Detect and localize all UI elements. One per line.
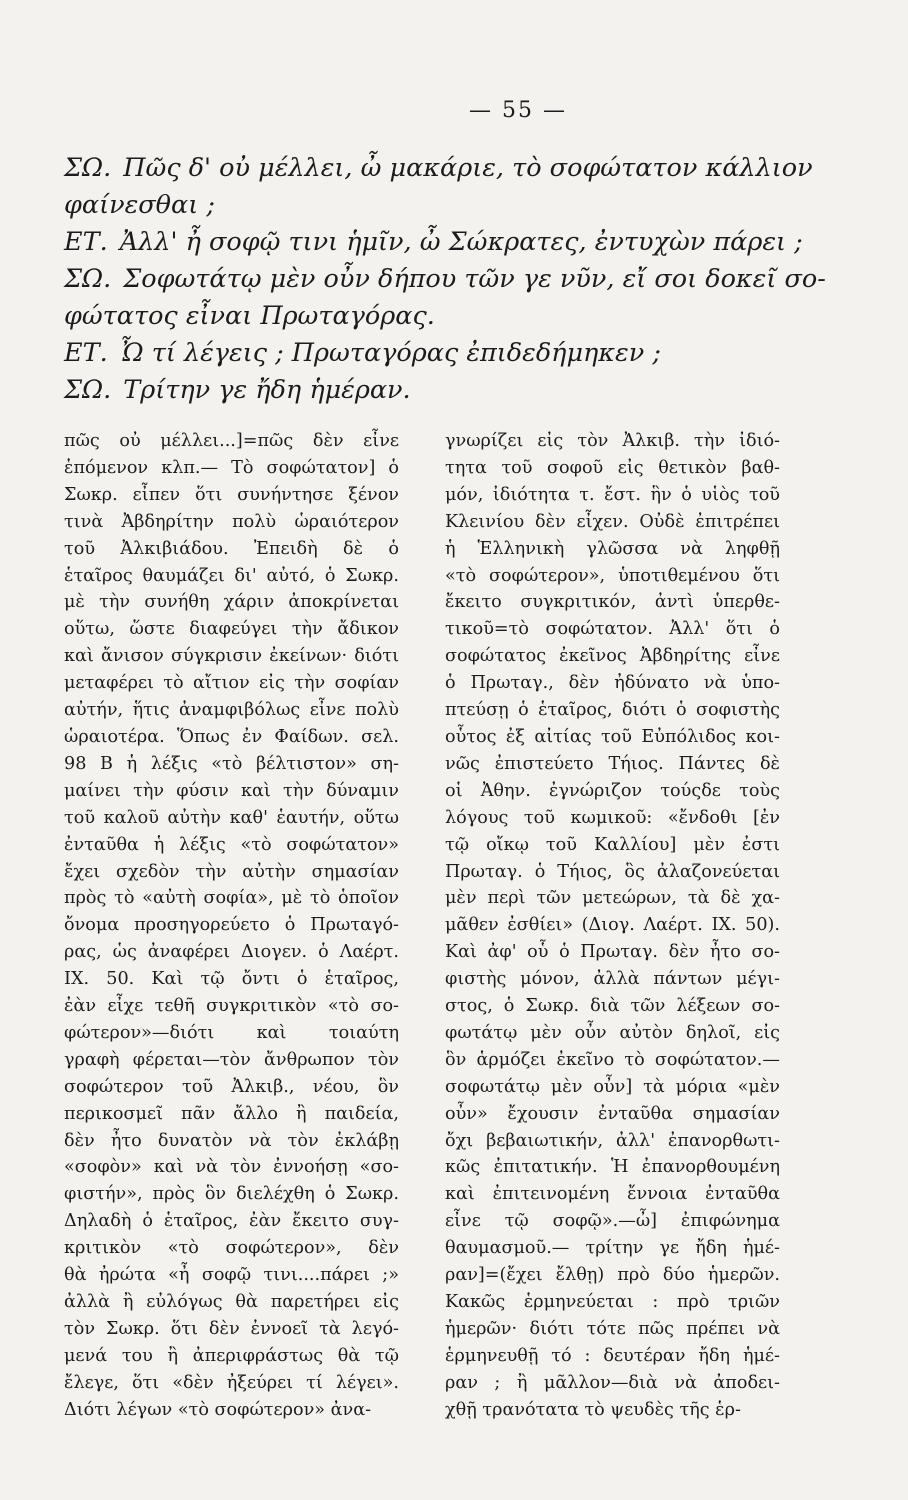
footnote-line: αὐτήν, ἥτις ἀναμφιβόλως εἶνε πολὺ [64,700,399,721]
footnote-line: Δηλαδὴ ὁ ἑταῖρος, ἐὰν ἔκειτο συγ- [64,1211,399,1232]
footnote-line: καὶ ἄνισον σύγκρισιν ἐκείνων· διότι [64,646,399,667]
footnote-line: μὲν περὶ τῶν μετεώρων, τὰ δὲ χα- [445,888,780,909]
footnote-line: ἑταῖρος θαυμάζει δι' αὐτό, ὁ Σωκρ. [64,565,399,586]
footnotes [64,428,780,1424]
footnote-line: 98 Β ἡ λέξις «τὸ βέλτιστον» ση- [64,753,399,774]
footnote-line: τινὰ Ἀβδηρίτην πολὺ ὡραιότερον [64,511,399,532]
footnote-line: νῶς ἐπιστεύετο Τήιος. Πάντες δὲ [445,753,780,774]
footnote-line: καὶ ἐπιτεινομένη ἔννοια ἐνταῦθα [445,1184,780,1205]
footnote-line: ὄχι βεβαιωτικήν, ἀλλ' ἐπανορθωτι- [445,1130,780,1151]
dialogue-text-line: Σοφωτάτῳ μὲν οὖν δήπου τῶν γε νῦν, εἴ σοι δοκεῖ σο- [123,264,826,294]
dialogue-text-line: φαίνεσθαι ; [64,190,215,220]
dialogue-line [64,150,813,187]
footnote-line: φιστὴς μόνον, ἀλλὰ πάντων μέγι- [445,969,780,990]
footnote-line: ραν]=(ἔχει ἔλθῃ) πρὸ δύο ἡμερῶν. [445,1265,780,1286]
dialogue-text-line: Πῶς δ' οὐ μέλλει, ὦ μακάριε, τὸ σοφώτατον κάλλιον [123,153,813,183]
footnote-line: θὰ ἠρώτα «ἦ σοφῷ τινι....πάρει ;» [64,1265,399,1286]
footnote-line: κριτικὸν «τὸ σοφώτερον», δὲν [64,1238,399,1259]
footnote-line: σοφώτατος ἐκεῖνος Ἀβδηρίτης εἶνε [445,646,780,667]
footnote-line: ραν ; ἢ μᾶλλον—διὰ νὰ ἀποδει- [445,1372,780,1393]
footnote-line: πρὸς τὸ «αὐτὴ σοφία», μὲ τὸ ὁποῖον [64,888,399,909]
footnote-line: σοφωτάτῳ μὲν οὖν] τὰ μόρια «μὲν [445,1076,780,1097]
speaker-label: ΣΩ. [64,264,112,294]
footnote-line: θαυμασμοῦ.— τρίτην γε ἤδη ἡμέ- [445,1238,780,1259]
footnote-line: μενά του ἢ ἀπεριφράστως θὰ τῷ [64,1345,399,1366]
footnote-line: Πρωταγ. ὁ Τήιος, ὃς ἀλαζονεύεται [445,861,780,882]
footnote-line: Καὶ ἀφ' οὗ ὁ Πρωταγ. δὲν ἦτο σο- [445,942,780,963]
footnote-line: μᾶθεν ἐσθίει» (Διογ. Λαέρτ. IX. 50). [445,915,780,936]
footnote-line: τοῦ καλοῦ αὐτὴν καθ' ἑαυτήν, οὕτω [64,807,399,828]
speaker-label: ΕΤ. [64,338,108,368]
footnote-line: ἔχει σχεδὸν τὴν αὐτὴν σημασίαν [64,861,399,882]
footnote-line: κῶς ἐπιτατικήν. Ἡ ἐπανορθουμένη [445,1157,780,1178]
footnote-line: οἱ Ἀθην. ἐγνώριζον τούςδε τοὺς [445,780,780,801]
dialogue-text [64,150,826,409]
footnote-line: ἐὰν εἶχε τεθῆ συγκριτικὸν «τὸ σο- [64,996,399,1017]
footnote-line: ὃν ἁρμόζει ἐκεῖνο τὸ σοφώτατον.— [445,1049,780,1070]
dialogue-text-line: Τρίτην γε ἤδη ἡμέραν. [123,375,411,405]
footnote-line: στος, ὁ Σωκρ. διὰ τῶν λέξεων σο- [445,996,780,1017]
dialogue-line [64,224,803,261]
footnote-line: «τὸ σοφώτερον», ὑποτιθεμένου ὅτι [445,565,780,586]
footnote-line: ἔκειτο συγκριτικόν, ἀντὶ ὑπερθε- [445,592,780,613]
footnote-line: οὗτος ἐξ αἰτίας τοῦ Εὐπόλιδος κοι- [445,726,780,747]
footnote-line: ἑπόμενον κλπ.— Τὸ σοφώτατον] ὁ [64,457,399,478]
page-number: — 55 — [469,98,567,123]
dialogue-text-line: Ἀλλ' ἦ σοφῷ τινι ἡμῖν, ὦ Σώκρατες, ἐντυχὼν πάρει ; [119,227,803,257]
footnote-line: φιστήν», πρὸς ὃν διελέχθη ὁ Σωκρ. [64,1184,399,1205]
speaker-label: ΕΤ. [64,227,108,257]
footnote-line: IX. 50. Καὶ τῷ ὄντι ὁ ἑταῖρος, [64,969,399,990]
footnote-line: τοῦ Ἀλκιβιάδου. Ἐπειδὴ δὲ ὁ [64,538,399,559]
footnote-line: οὕτω, ὥστε διαφεύγει τὴν ἄδικον [64,619,399,640]
footnote-column-left [64,428,399,1424]
footnote-line: μεταφέρει τὸ αἴτιον εἰς τὴν σοφίαν [64,673,399,694]
footnote-line: δὲν ἦτο δυνατὸν νὰ τὸν ἐκλάβῃ [64,1130,399,1151]
footnote-line: μὲ τὴν συνήθη χάριν ἀποκρίνεται [64,592,399,613]
footnote-line: γνωρίζει εἰς τὸν Ἀλκιβ. τὴν ἰδιό- [445,431,780,451]
dialogue-line [64,372,780,409]
footnote-line: ἐνταῦθα ἡ λέξις «τὸ σοφώτατον» [64,834,399,855]
footnote-line: χθῇ τρανότατα τὸ ψευδὲς τῆς ἑρ- [445,1399,741,1420]
dialogue-line [64,335,780,372]
footnote-line: ὡραιοτέρα. Ὅπως ἐν Φαίδων. σελ. [64,726,399,747]
footnote-line: γραφὴ φέρεται—τὸν ἄνθρωπον τὸν [64,1049,399,1070]
dialogue-text-line: Ὦ τί λέγεις ; Πρωταγόρας ἐπιδεδήμηκεν ; [119,338,661,368]
speaker-label: ΣΩ. [64,153,112,183]
dialogue-text-line: φώτατος εἶναι Πρωταγόρας. [64,301,435,331]
footnote-line: λόγους τοῦ κωμικοῦ: «ἔνδοθι [ἐν [445,807,780,828]
footnote-line: Κλεινίου δὲν εἶχεν. Οὐδὲ ἐπιτρέπει [445,511,780,532]
footnote-line: ἡ Ἑλληνικὴ γλῶσσα νὰ ληφθῇ [445,538,780,559]
footnote-line: Κακῶς ἑρμηνεύεται : πρὸ τριῶν [445,1292,780,1312]
footnote-line: σοφώτερον τοῦ Ἀλκιβ., νέου, ὃν [64,1076,399,1097]
footnote-line: περικοσμεῖ πᾶν ἄλλο ἢ παιδεία, [64,1103,399,1124]
footnote-line: μαίνει τὴν φύσιν καὶ τὴν δύναμιν [64,780,399,801]
footnote-line: ὁ Πρωταγ., δὲν ἠδύνατο νὰ ὑπο- [445,673,780,694]
footnote-line: τητα τοῦ σοφοῦ εἰς θετικὸν βαθ- [445,457,780,478]
footnote-column-right [445,428,780,1424]
footnote-line: φωτάτῳ μὲν οὖν αὐτὸν δηλοῖ, εἰς [445,1022,780,1043]
footnote-line: τικοῦ=τὸ σοφώτατον. Ἀλλ' ὅτι ὁ [445,619,780,640]
footnote-line: πτεύσῃ ὁ ἑταῖρος, διότι ὁ σοφιστὴς [445,700,780,721]
footnote-line: Διότι λέγων «τὸ σοφώτερον» ἀνα- [64,1399,372,1420]
dialogue-line [64,261,826,298]
footnote-line: Σωκρ. εἶπεν ὅτι συνήντησε ξένον [64,484,399,505]
footnote-line: μόν, ἰδιότητα τ. ἔστ. ἣν ὁ υἱὸς τοῦ [445,484,780,505]
footnote-line: πῶς οὐ μέλλει...]=πῶς δὲν εἶνε [64,431,399,451]
dialogue-line [64,187,780,224]
footnote-line: εἶνε τῷ σοφῷ».—ὦ] ἐπιφώνημα [445,1211,780,1232]
footnote-line: ρας, ὡς ἀναφέρει Διογεν. ὁ Λαέρτ. [64,942,399,963]
footnote-line: ἔλεγε, ὅτι «δὲν ἠξεύρει τί λέγει». [64,1372,399,1393]
footnote-line: οὖν» ἔχουσιν ἐνταῦθα σημασίαν [445,1103,780,1124]
footnote-line: ἀλλὰ ἢ εὐλόγως θὰ παρετήρει εἰς [64,1292,399,1312]
footnote-line: «σοφὸν» καὶ νὰ τὸν ἐννοήσῃ «σο- [64,1157,399,1178]
footnote-line: ἑρμηνευθῇ τό : δευτέραν ἤδη ἡμέ- [445,1345,780,1366]
footnote-line: φώτερον»—διότι καὶ τοιαύτη [64,1022,399,1043]
dialogue-line [64,298,780,335]
footnote-line: ἡμερῶν· διότι τότε πῶς πρέπει νὰ [445,1318,780,1339]
speaker-label: ΣΩ. [64,375,112,405]
footnote-line: ὄνομα προσηγορεύετο ὁ Πρωταγό- [64,915,399,936]
footnote-line: τὸν Σωκρ. ὅτι δὲν ἐννοεῖ τὰ λεγό- [64,1318,399,1339]
footnote-line: τῷ οἴκῳ τοῦ Καλλίου] μὲν ἐστι [445,834,780,855]
